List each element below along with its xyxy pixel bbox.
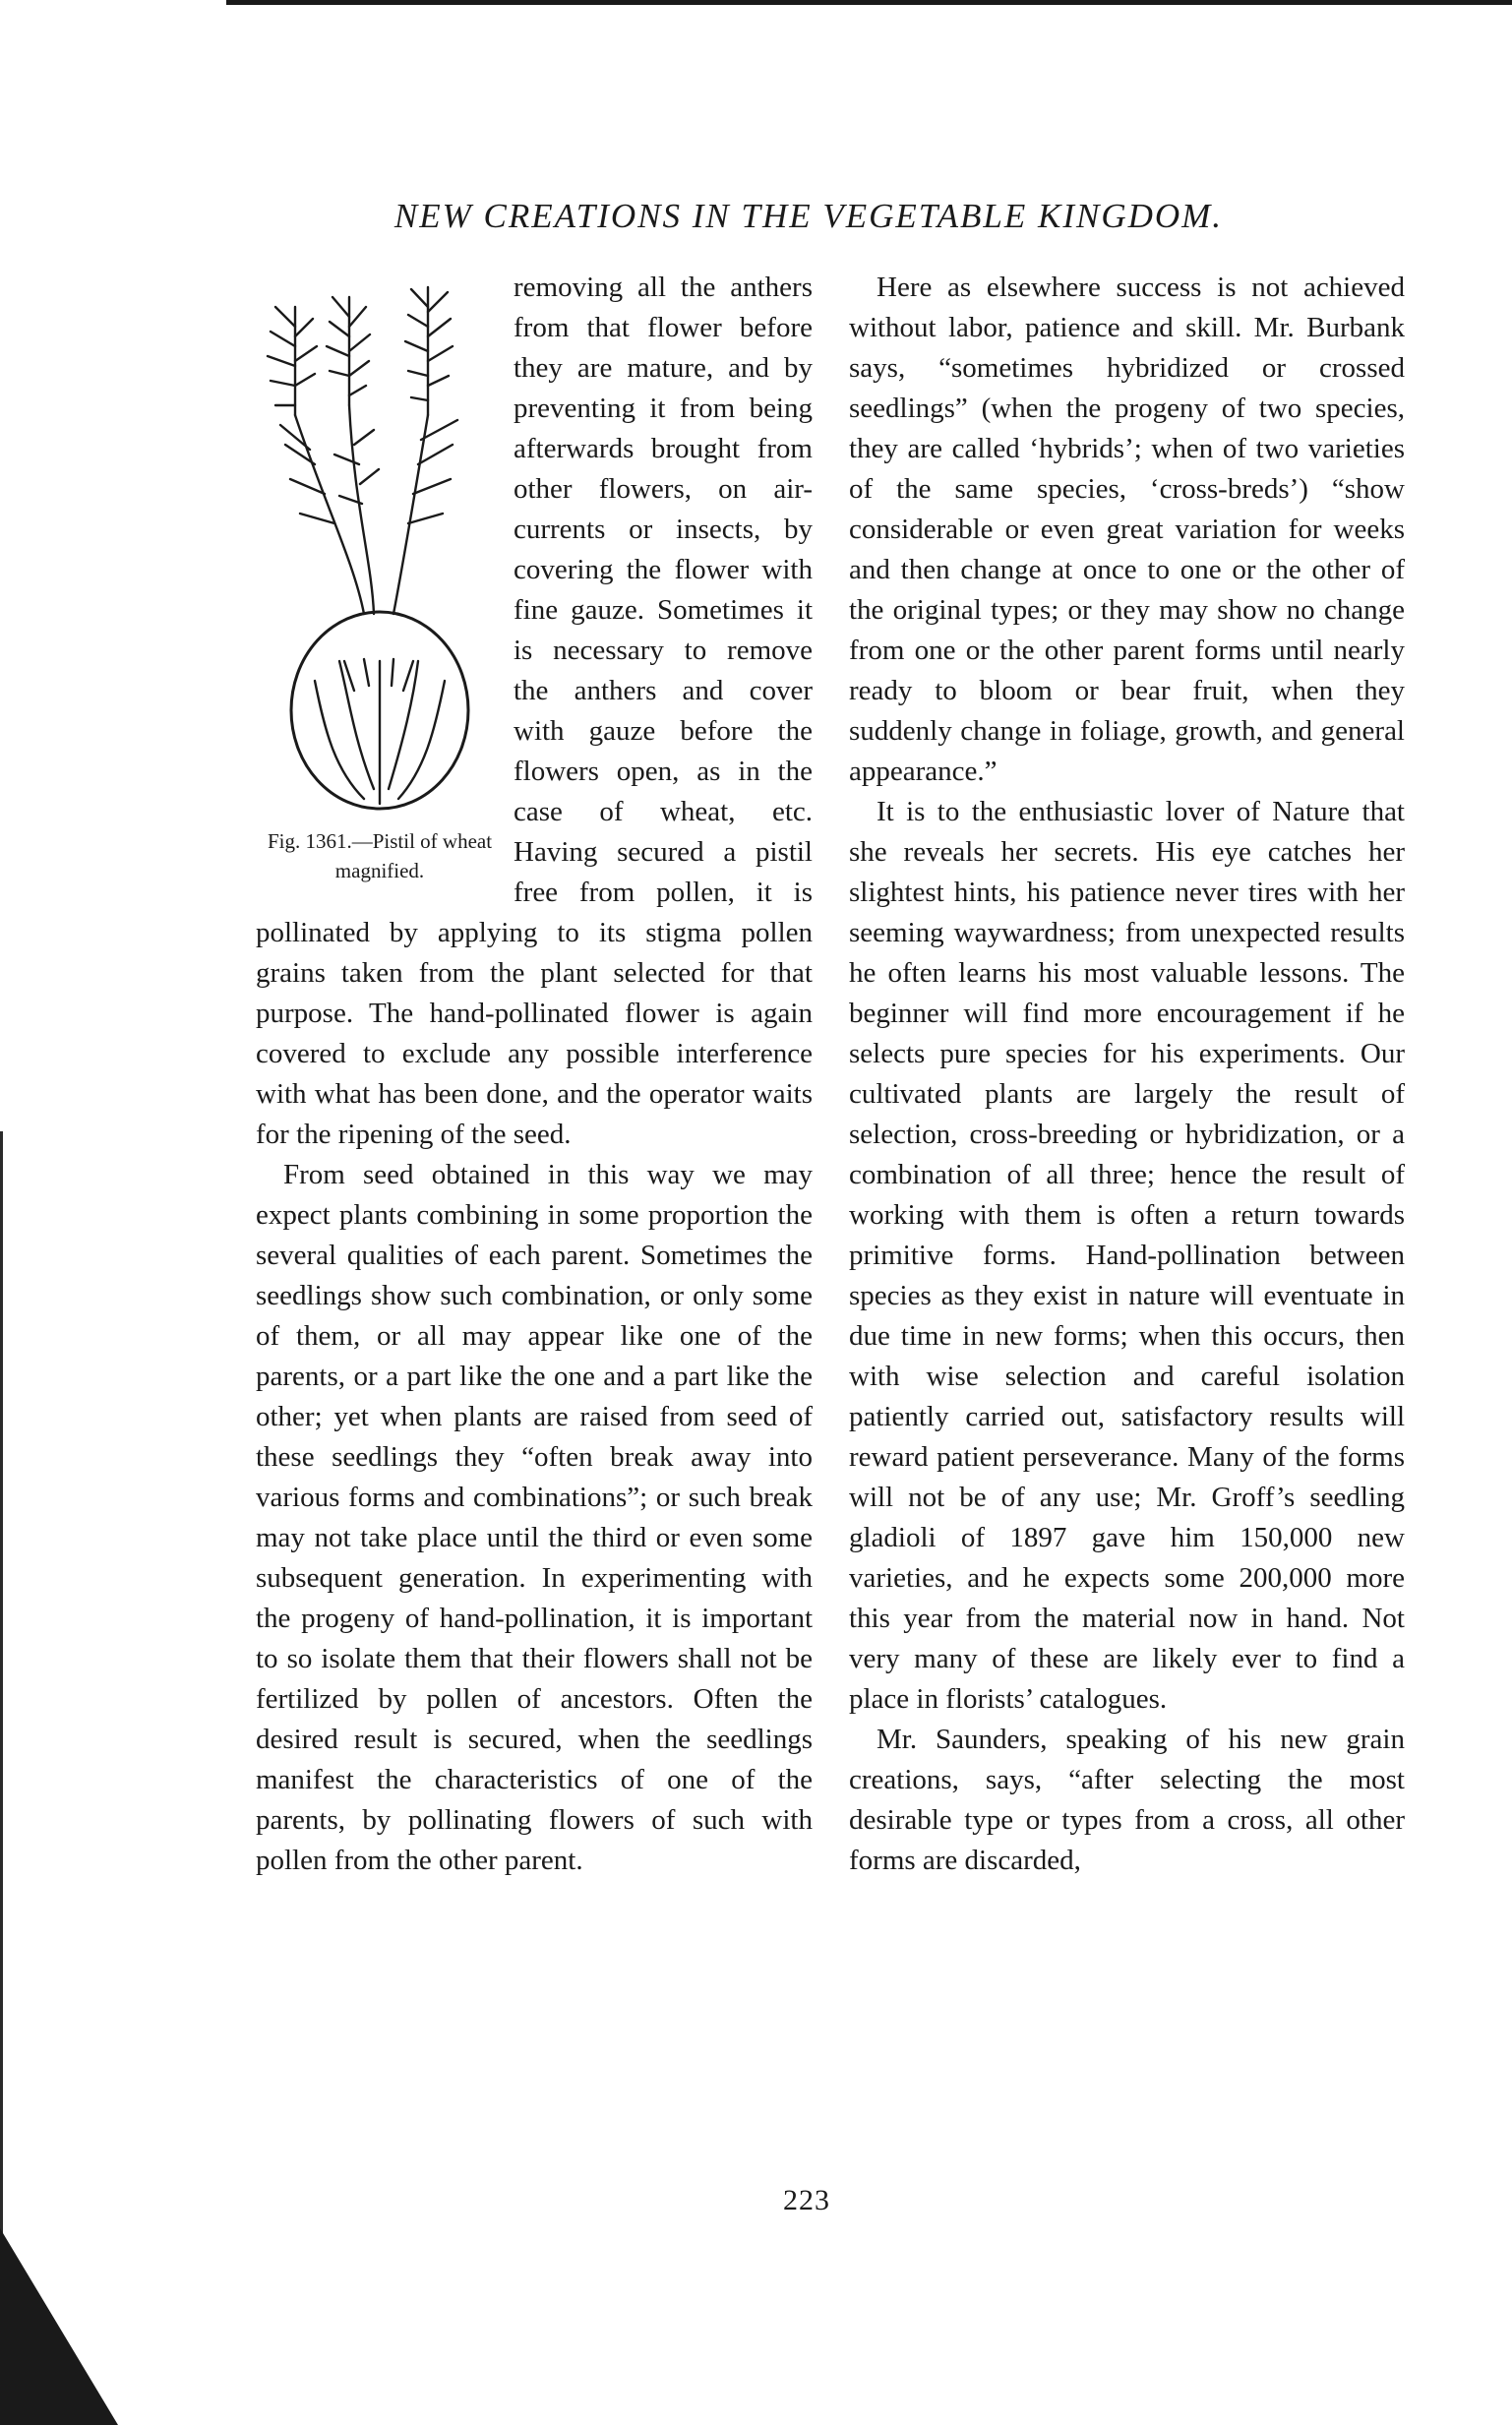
figure bbox=[256, 268, 504, 885]
paragraph: From seed obtained in this way we may expect plants combining in some proportion the several qualities of each parent. Sometimes the seedlings show such combination, or only some of them, or all may appear like one of the parents, or a part like the one and a part like the other; yet when plants are raised from seed of these seedlings they “often break away into various forms and combinations”; or such break may not take place until the third or even some subsequent generation. In experimenting with the progeny of hand-pollination, it is important to so isolate them that their flowers shall not be fertilized by pollen of ancestors. Often the desired result is secured, when the seedlings manifest the characteristics of one of the parents, by pollinating flowers of such with pollen from the other parent. bbox=[256, 1159, 813, 1876]
page-number: 223 bbox=[783, 2184, 830, 2216]
top-rule bbox=[226, 0, 1512, 5]
paragraph: Mr. Saunders, speaking of his new grain creations, says, “after selecting the most desirable type or types from a cross, all other forms are discarded, bbox=[849, 1724, 1405, 1876]
corner-mark bbox=[0, 2228, 118, 2425]
right-column bbox=[849, 268, 1405, 1881]
figure-caption: Fig. 1361.—Pistil of wheat magnified. bbox=[267, 829, 493, 882]
margin-line bbox=[0, 1131, 3, 2233]
left-column bbox=[256, 268, 813, 1881]
paragraph: It is to the enthusiastic lover of Nature that she reveals her secrets. His eye catches her slightest hints, his patience never tires with her seeming waywardness; from unexpected results he often learns his most valuable lessons. The beginner will find more encouragement if he selects pure species for his experiments. Our cultivated plants are largely the result of selection, cross-breeding or hybridization, or a combination of all three; hence the result of working with them is often a return towards primitive forms. Hand-pollination between species as they exist in nature will eventuate in due time in new forms; when this occurs, then with wise selection and careful isolation patiently carried out, satisfactory results will reward patient perseverance. Many of the forms will not be of any use; Mr. Groff’s seedling gladioli of 1897 gave him 150,000 new varieties, and he expects some 200,000 more this year from the material now in hand. Not very many of these are likely ever to find a place in florists’ catalogues. bbox=[849, 796, 1405, 1715]
paragraph: removing all the anthers from that flower before they are mature, and by preventing it from being afterwards brought from other flowers, on air-currents or insects, by covering the flower with fine gauze. Sometimes it is necessary to remove the anthers and cover with gauze before the flowers open, as in the case of wheat, etc. Having secured a pistil free from pollen, it is pollinated by applying to its stigma pollen grains taken from the plant selected for that purpose. The hand-pollinated flower is again covered to exclude any possible interference with what has been done, and the operator waits for the ripening of the seed. bbox=[256, 272, 813, 1150]
pistil-illustration-icon bbox=[256, 268, 504, 818]
paragraph: Here as elsewhere success is not achieved without labor, patience and skill. Mr. Burbank says, “sometimes hybridized or crossed seedlings” (when the progeny of two species, they are called ‘hybrids’; when of two varieties of the same species, ‘cross-breds’) “show considerable or even great variation for weeks and then change at once to one or the other of the original types; or they may show no change from one or the other parent forms until nearly ready to bloom or bear fruit, when they suddenly change in foliage, growth, and general appearance.” bbox=[849, 272, 1405, 787]
running-head: NEW CREATIONS IN THE VEGETABLE KINGDOM. bbox=[393, 197, 1224, 235]
